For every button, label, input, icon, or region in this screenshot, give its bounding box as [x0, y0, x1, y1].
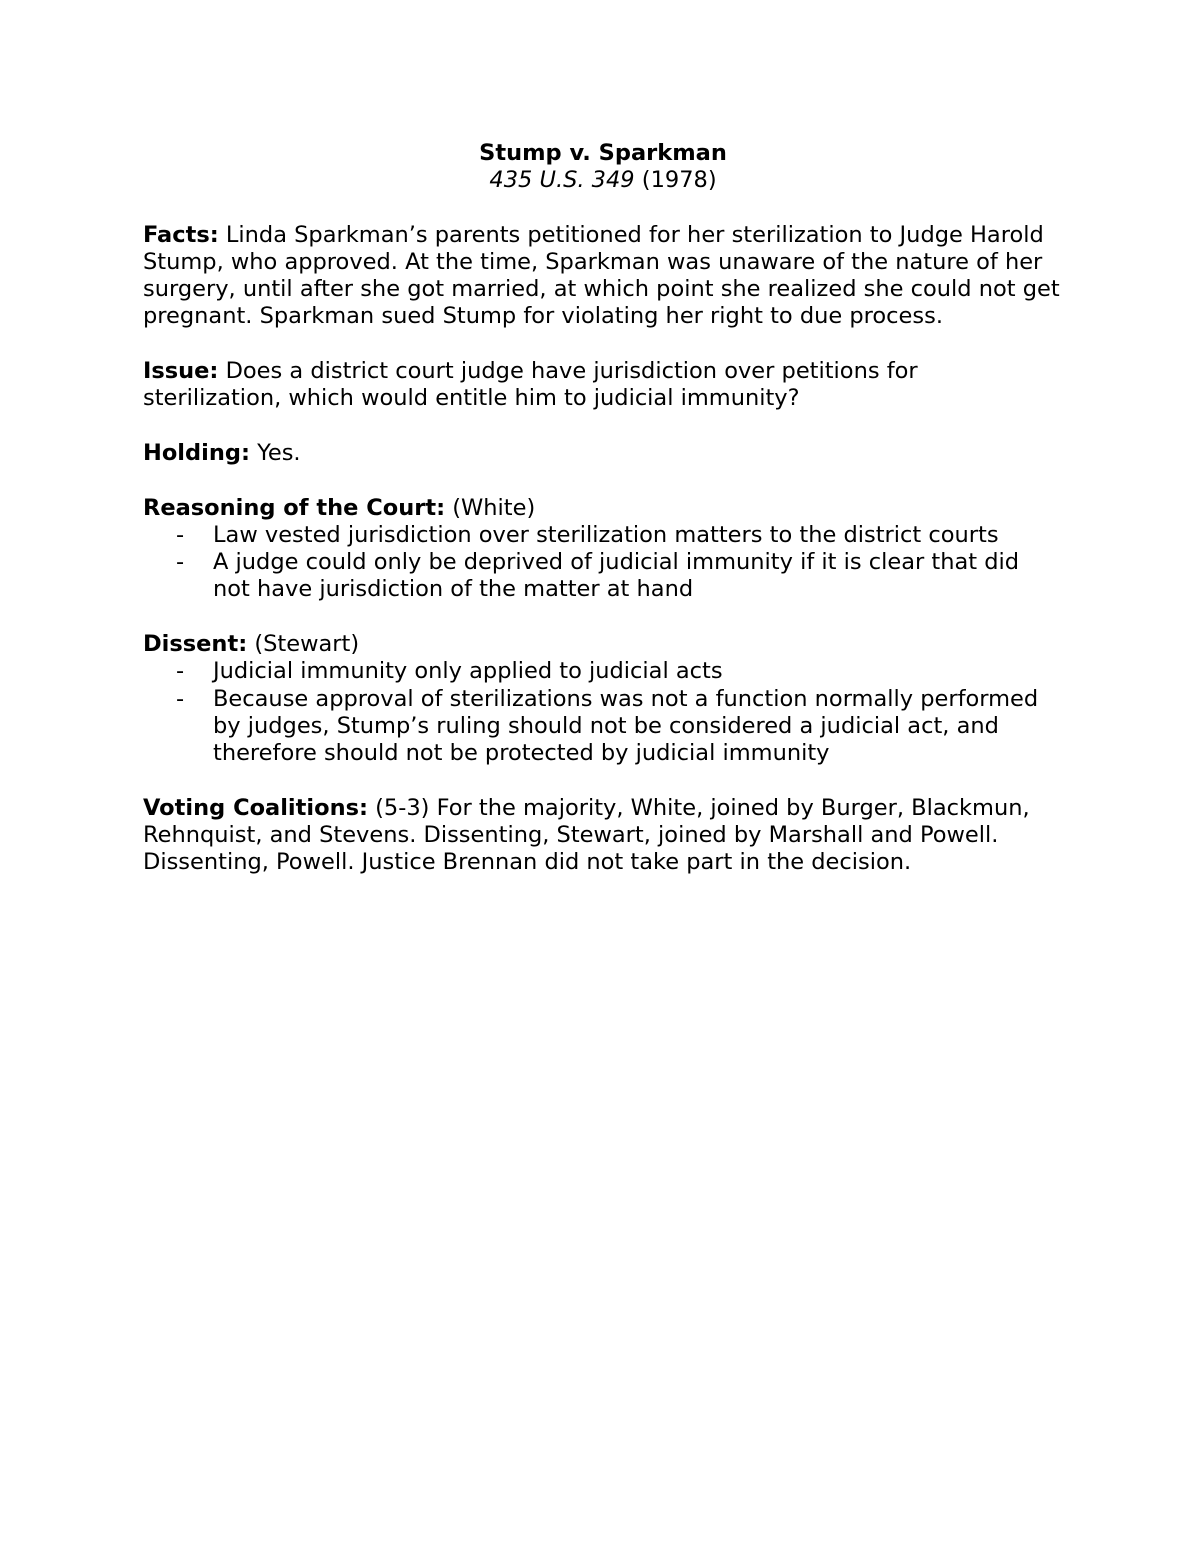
voting-label: Voting Coalitions:: [143, 794, 368, 821]
dissent-point-text: Because approval of sterilizations was not a function normally performed by judges, Stump’s ruling should not be considered a judicial act, and therefore should not be protected by judicial immunity: [213, 685, 1039, 767]
dissent-point-text: Judicial immunity only applied to judicial acts: [213, 658, 723, 685]
holding-label: Holding:: [143, 439, 250, 466]
case-name: Stump v. Sparkman: [479, 140, 727, 166]
reasoning-author: (White): [452, 494, 536, 521]
issue-label: Issue:: [143, 358, 219, 385]
list-item: [143, 686, 1063, 768]
bullet-dash: -: [176, 549, 185, 576]
decision-year: (1978): [641, 167, 717, 194]
bullet-dash: -: [176, 685, 185, 712]
list-item: [143, 658, 1063, 685]
voting-text: (5-3) For the majority, White, joined by Burger, Blackmun, Rehnquist, and Stevens. Dissenting, Stewart, joined by Marshall and Powell. Dissenting, Powell. Justice Brennan did not take part in the decision.: [143, 794, 1030, 876]
voting-section: [143, 795, 1063, 877]
facts-text: Linda Sparkman’s parents petitioned for her sterilization to Judge Harold Stump, who approved. At the time, Sparkman was unaware of the nature of her surgery, until after she got married, at which point she realized she could not get pregnant. Sparkman sued Stump for violating her right to due process.: [143, 221, 1060, 330]
citation: 435 U.S. 349: [489, 167, 635, 194]
document-page: [143, 140, 1063, 904]
facts-section: [143, 222, 1063, 331]
dissent-label: Dissent:: [143, 631, 248, 658]
issue-section: [143, 358, 1063, 413]
dissent-heading: [143, 631, 1063, 658]
bullet-dash: -: [176, 521, 185, 548]
dissent-section: [143, 631, 1063, 767]
list-item: [143, 549, 1063, 604]
title-block: [143, 140, 1063, 195]
reasoning-section: [143, 495, 1063, 604]
reasoning-list: [143, 522, 1063, 604]
reasoning-point-text: Law vested jurisdiction over sterilization matters to the district courts: [213, 521, 999, 548]
dissent-author: (Stewart): [254, 631, 360, 658]
citation-line: [143, 167, 1063, 194]
reasoning-heading: [143, 495, 1063, 522]
bullet-dash: -: [176, 658, 185, 685]
facts-label: Facts:: [143, 221, 219, 248]
holding-text: Yes.: [257, 439, 301, 466]
list-item: [143, 522, 1063, 549]
dissent-list: [143, 658, 1063, 767]
issue-text: Does a district court judge have jurisdiction over petitions for sterilization, which would entitle him to judicial immunity?: [143, 358, 918, 412]
holding-section: [143, 440, 1063, 467]
reasoning-point-text: A judge could only be deprived of judicial immunity if it is clear that did not have jurisdiction of the matter at hand: [213, 549, 1020, 603]
reasoning-label: Reasoning of the Court:: [143, 494, 446, 521]
